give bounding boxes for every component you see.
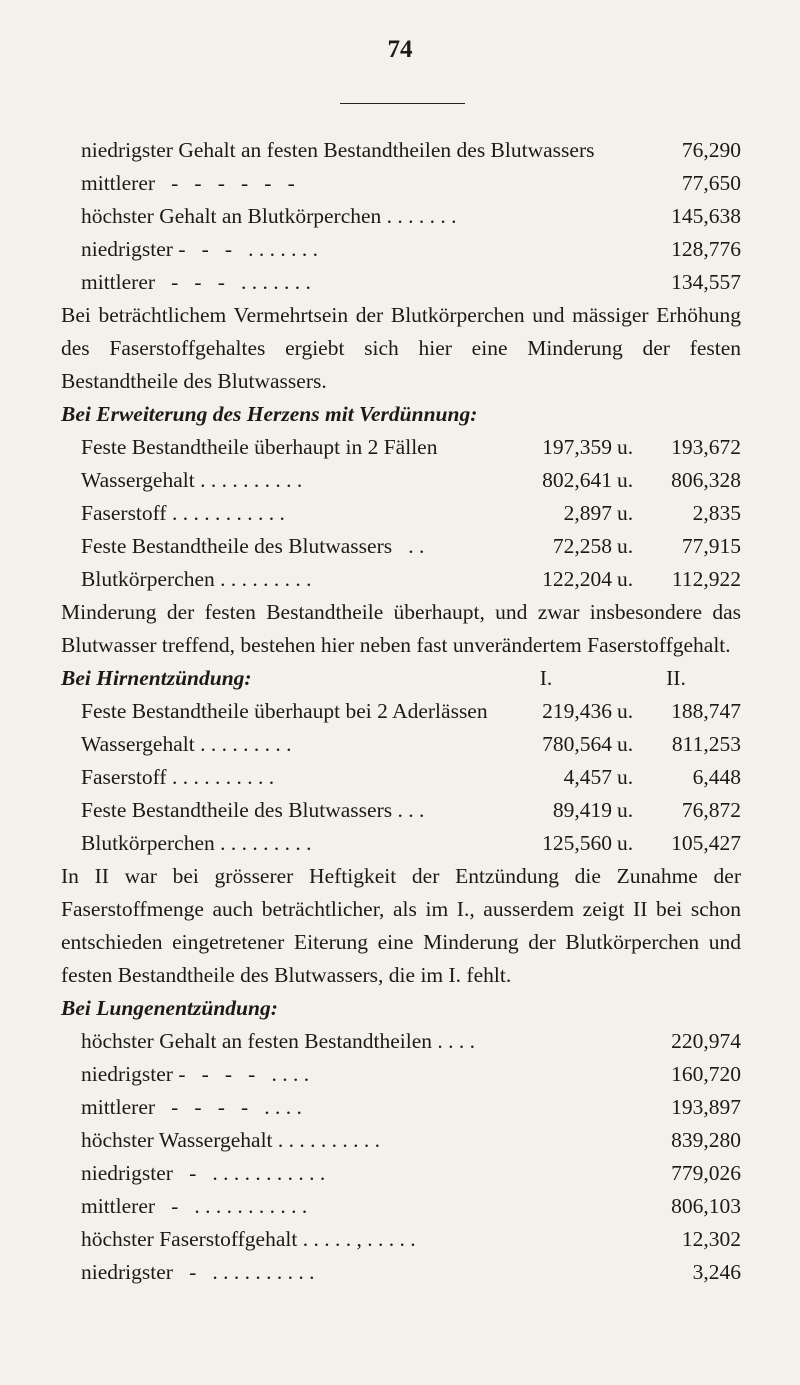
row-label: Wassergehalt . . . . . . . . .	[81, 732, 292, 756]
table-row	[61, 530, 741, 563]
value-b: 2,835	[692, 501, 741, 525]
row-label: mittlerer - - - - . . . .	[81, 1095, 302, 1119]
value-b: 806,328	[671, 468, 741, 492]
value-b: 193,672	[671, 435, 741, 459]
section-heading: Bei Erweiterung des Herzens mit Verdünnung:	[61, 402, 478, 426]
table-row	[61, 1223, 741, 1256]
row-label: niedrigster - . . . . . . . . . .	[81, 1260, 315, 1284]
value-a: 89,419	[552, 798, 612, 822]
row-label: niedrigster - - - . . . . . . .	[81, 237, 319, 261]
section-heading-herz	[61, 398, 741, 431]
table-row	[61, 1124, 741, 1157]
row-value: 779,026	[671, 1161, 741, 1185]
row-label: Wassergehalt . . . . . . . . . .	[81, 468, 303, 492]
table-row	[61, 1256, 741, 1289]
row-label: niedrigster - . . . . . . . . . . .	[81, 1161, 326, 1185]
row-label: Blutkörperchen . . . . . . . . .	[81, 567, 312, 591]
section-heading: Bei Lungenentzündung:	[61, 996, 278, 1020]
value-b: 76,872	[681, 798, 741, 822]
page-body	[61, 134, 741, 1289]
row-label: Faserstoff . . . . . . . . . . .	[81, 501, 285, 525]
value-separator: u.	[617, 468, 634, 492]
row-label: Blutkörperchen . . . . . . . . .	[81, 831, 312, 855]
row-value: 220,974	[671, 1029, 741, 1053]
page-number-rule	[340, 103, 465, 104]
table-row	[61, 1091, 741, 1124]
table-row	[61, 728, 741, 761]
value-separator: u.	[617, 567, 634, 591]
row-label: mittlerer - . . . . . . . . . . .	[81, 1194, 308, 1218]
row-label: höchster Faserstoffgehalt . . . . . , . . . . .	[81, 1227, 416, 1251]
value-separator: u.	[617, 831, 634, 855]
page-number: 74	[387, 36, 413, 63]
table-row	[61, 134, 741, 167]
value-b: 188,747	[671, 699, 741, 723]
section-heading-hirn	[61, 662, 741, 695]
value-a: 125,560	[542, 831, 612, 855]
row-label: Feste Bestandtheile des Blutwassers . .	[81, 534, 425, 558]
row-value: 76,290	[681, 138, 741, 162]
row-label: Feste Bestandtheile überhaupt bei 2 Aderlässen	[81, 699, 488, 723]
row-value: 3,246	[692, 1260, 741, 1284]
table-row	[61, 266, 741, 299]
paragraph: Bei beträchtlichem Vermehrtsein der Blutkörperchen und mässiger Erhöhung des Faserstoffgehaltes ergiebt sich hier eine Minderung der festen Bestandtheile des Blutwassers.	[61, 303, 741, 393]
value-a: 219,436	[542, 699, 612, 723]
row-value: 12,302	[681, 1227, 741, 1251]
row-value: 145,638	[671, 204, 741, 228]
table-row	[61, 563, 741, 596]
row-label: höchster Gehalt an Blutkörperchen . . . . . . .	[81, 204, 457, 228]
row-label: höchster Gehalt an festen Bestandtheilen . . . .	[81, 1029, 476, 1053]
value-separator: u.	[617, 501, 634, 525]
table-row	[61, 1157, 741, 1190]
value-b: 77,915	[681, 534, 741, 558]
lung-table	[61, 1025, 741, 1289]
section-heading-lunge	[61, 992, 741, 1025]
value-separator: u.	[617, 798, 634, 822]
row-label: mittlerer - - - - - -	[81, 171, 295, 195]
table-row	[61, 200, 741, 233]
row-value: 77,650	[681, 171, 741, 195]
value-separator: u.	[617, 765, 634, 789]
heart-table	[61, 431, 741, 596]
row-label: Feste Bestandtheile überhaupt in 2 Fällen	[81, 435, 438, 459]
table-row	[61, 827, 741, 860]
value-a: 2,897	[563, 501, 612, 525]
table-row	[61, 431, 741, 464]
table-row	[61, 233, 741, 266]
value-a: 72,258	[552, 534, 612, 558]
row-label: mittlerer - - - . . . . . . .	[81, 270, 311, 294]
value-separator: u.	[617, 435, 634, 459]
row-value: 806,103	[671, 1194, 741, 1218]
table-row	[61, 1058, 741, 1091]
value-b: 811,253	[671, 732, 741, 756]
row-value: 193,897	[671, 1095, 741, 1119]
blood-serum-table	[61, 134, 741, 299]
value-b: 105,427	[671, 831, 741, 855]
column-header-ii: II.	[666, 666, 686, 690]
value-a: 802,641	[542, 468, 612, 492]
paragraph: In II war bei grösserer Heftigkeit der Entzündung die Zunahme der Faserstoffmenge auch beträchtlicher, als im I., ausserdem zeigt II bei schon entschieden eingetretener Eiterung eine Minderung der Blutkörperchen und festen Bestandtheile des Blutwassers, die im I. fehlt.	[61, 864, 741, 987]
row-value: 160,720	[671, 1062, 741, 1086]
table-row	[61, 497, 741, 530]
value-a: 122,204	[542, 567, 612, 591]
value-separator: u.	[617, 699, 634, 723]
value-a: 197,359	[542, 435, 612, 459]
value-b: 112,922	[671, 567, 741, 591]
value-b: 6,448	[692, 765, 741, 789]
table-row	[61, 167, 741, 200]
table-row	[61, 794, 741, 827]
row-label: Feste Bestandtheile des Blutwassers . . .	[81, 798, 425, 822]
table-row	[61, 1025, 741, 1058]
table-row	[61, 1190, 741, 1223]
section-heading: Bei Hirnentzündung:	[61, 666, 252, 690]
row-label: niedrigster - - - - . . . .	[81, 1062, 310, 1086]
row-label: Faserstoff . . . . . . . . . .	[81, 765, 275, 789]
value-a: 780,564	[542, 732, 612, 756]
row-label: höchster Wassergehalt . . . . . . . . . .	[81, 1128, 381, 1152]
row-value: 128,776	[671, 237, 741, 261]
value-separator: u.	[617, 534, 634, 558]
value-separator: u.	[617, 732, 634, 756]
brain-table	[61, 695, 741, 860]
row-value: 839,280	[671, 1128, 741, 1152]
table-row	[61, 695, 741, 728]
paragraph: Minderung der festen Bestandtheile überhaupt, und zwar insbesondere das Blutwasser treffend, bestehen hier neben fast unverändertem Faserstoffgehalt.	[61, 600, 741, 657]
column-header-i: I.	[539, 666, 553, 690]
table-row	[61, 464, 741, 497]
row-value: 134,557	[671, 270, 741, 294]
row-label: niedrigster Gehalt an festen Bestandtheilen des Blutwassers	[81, 138, 595, 162]
value-a: 4,457	[563, 765, 612, 789]
table-row	[61, 761, 741, 794]
